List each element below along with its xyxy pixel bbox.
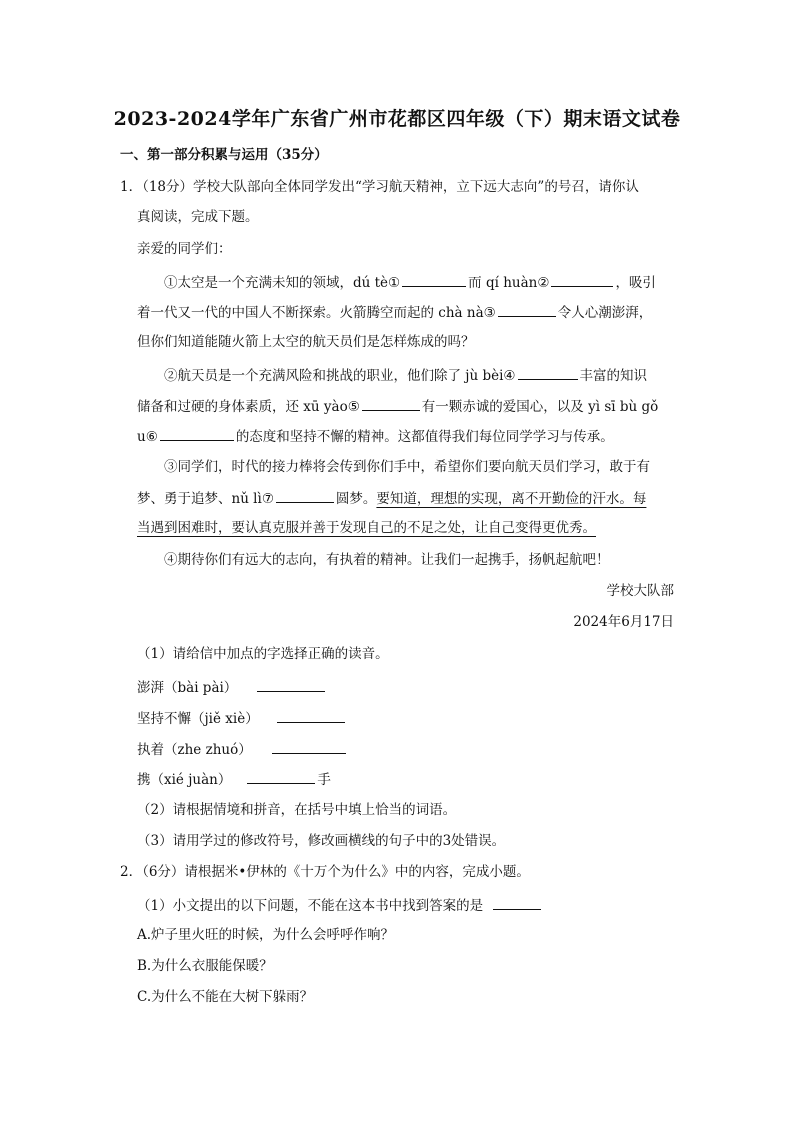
- p2-text-b: 丰富的知识: [579, 368, 648, 384]
- letter-signature: 学校大队部: [606, 583, 674, 599]
- q1-stem: 1．（18分）学校大队部向全体同学发出“学习航天精神，立下远大志向”的号召，请你认: [120, 179, 639, 195]
- q2-option-a: A.炉子里火旺的时候，为什么会呼呼作响？: [137, 927, 395, 943]
- q1-sub2: （2）请根据情境和拼音，在括号中填上恰当的词语。: [137, 802, 457, 818]
- answer-blank-5[interactable]: [362, 396, 420, 411]
- p1-text-d: 着一代又一代的中国人不断探索。火箭腾空而起的 chà nà③: [137, 305, 496, 321]
- pinyin-option-1: [137, 677, 327, 697]
- letter-p1-line2: [137, 302, 652, 322]
- letter-p2-line3: [137, 426, 614, 446]
- q2-sub1: [137, 895, 543, 915]
- q2-option-c: C.为什么不能在大树下躲雨？: [137, 989, 314, 1005]
- option-4-text: 携（xié juàn）: [137, 772, 232, 788]
- answer-blank-q2[interactable]: [493, 895, 541, 910]
- letter-p3-line1: ③同学们，时代的接力棒将会传到你们手中，希望你们要向航天员们学习，敢于有: [164, 459, 650, 475]
- answer-blank-7[interactable]: [276, 488, 334, 503]
- p3-text-a: 梦、勇于追梦、nǔ lì⑦: [137, 491, 274, 507]
- option-4-suffix: 手: [317, 772, 331, 788]
- answer-blank-2[interactable]: [551, 272, 613, 287]
- p2-text-d: 有一颗赤诚的爱国心，以及 yì sī bù gǒ: [421, 399, 659, 415]
- pinyin-option-3: [137, 739, 348, 759]
- underlined-sentence-a: 要知道，理想的实现，离不开勤俭的汗水。每: [376, 491, 647, 507]
- page-title: 2023-2024学年广东省广州市花都区四年级（下）期末语文试卷: [113, 108, 681, 130]
- letter-date: 2024年6月17日: [573, 614, 674, 630]
- p1-text-a: ①太空是一个充满未知的领域，dú tè①: [164, 275, 401, 291]
- answer-blank-opt4[interactable]: [247, 769, 315, 784]
- answer-blank-opt3[interactable]: [272, 739, 346, 754]
- option-3-text: 执着（zhe zhuó）: [137, 742, 252, 758]
- q2-sub1-text: （1）小文提出的以下问题，不能在这本书中找到答案的是: [137, 898, 484, 914]
- p1-text-e: 令人心潮澎湃，: [557, 305, 653, 321]
- letter-p2-line2: [137, 396, 658, 416]
- q1-sub1: （1）请给信中加点的字选择正确的读音。: [137, 646, 389, 662]
- p2-text-e: u⑥: [137, 429, 158, 445]
- letter-p3-line2: [137, 488, 646, 508]
- underlined-sentence-b: 当遇到困难时，要认真克服并善于发现自己的不足之处，让自己变得更优秀。: [137, 520, 596, 536]
- answer-blank-3[interactable]: [498, 302, 556, 317]
- pinyin-option-4: [137, 769, 331, 789]
- p2-text-c: 储备和过硬的身体素质，还 xū yào⑤: [137, 399, 360, 415]
- answer-blank-4[interactable]: [518, 365, 578, 380]
- p2-text-a: ②航天员是一个充满风险和挑战的职业，他们除了 jù bèi④: [164, 368, 516, 384]
- section-heading: 一、第一部分积累与运用（35分）: [120, 147, 328, 163]
- answer-blank-opt1[interactable]: [257, 677, 325, 692]
- letter-p2-line1: [164, 365, 647, 385]
- q2-stem: 2．（6分）请根据米•伊林的《十万个为什么》中的内容，完成小题。: [120, 864, 530, 880]
- letter-p4: ④期待你们有远大的志向，有执着的精神。让我们一起携手，扬帆起航吧！: [164, 552, 610, 568]
- letter-p1-line3: 但你们知道能随火箭上太空的航天员们是怎样炼成的吗？: [137, 334, 475, 350]
- answer-blank-opt2[interactable]: [277, 708, 345, 723]
- p1-text-b: 而 qí huàn②: [468, 275, 550, 291]
- answer-blank-6[interactable]: [160, 426, 234, 441]
- q1-stem-cont: 真阅读，完成下题。: [137, 209, 259, 225]
- p2-text-f: 的态度和坚持不懈的精神。这都值得我们每位同学学习与传承。: [235, 429, 614, 445]
- answer-blank-1[interactable]: [402, 272, 466, 287]
- option-2-text: 坚持不懈（jiě xiè）: [137, 711, 259, 727]
- p3-text-b: 圆梦。: [335, 491, 377, 507]
- q2-option-b: B.为什么衣服能保暖？: [137, 958, 273, 974]
- letter-p1-line1: [164, 272, 656, 292]
- letter-salutation: 亲爱的同学们：: [137, 241, 232, 257]
- option-1-text: 澎湃（bài pài）: [137, 680, 238, 696]
- p1-text-c: ，吸引: [615, 275, 656, 291]
- q1-sub3: （3）请用学过的修改符号，修改画横线的句子中的3处错误。: [137, 833, 506, 849]
- pinyin-option-2: [137, 708, 347, 728]
